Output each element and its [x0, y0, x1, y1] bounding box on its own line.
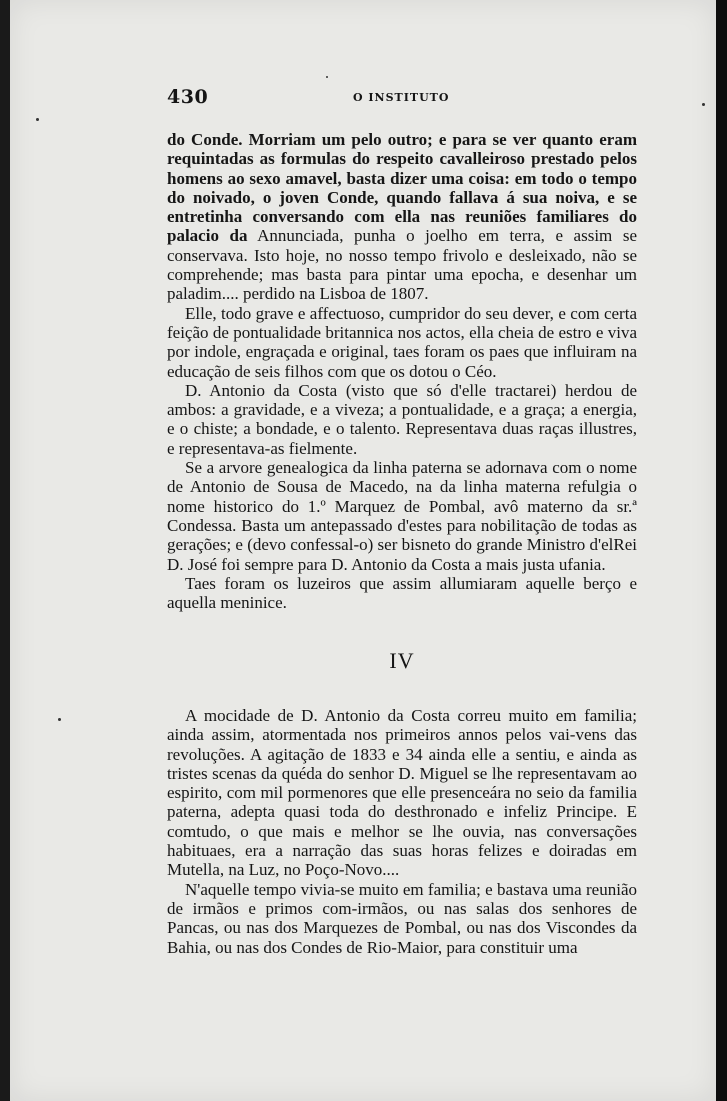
scan-speck — [36, 118, 39, 121]
scan-speck — [702, 103, 705, 106]
scan-speck — [326, 76, 328, 78]
page-header — [167, 86, 637, 110]
paragraph-5: Taes foram os luzeiros que assim allumiaram aquelle berço e aquella meninice. — [167, 573, 637, 613]
section-heading: IV — [389, 648, 415, 673]
scan-speck — [58, 718, 61, 721]
running-head: O INSTITUTO — [353, 91, 450, 104]
paragraph-3: D. Antonio da Costa (visto que só d'elle tractarei) herdou de ambos: a gravidade, e a viveza; a pontualidade, e a graça; a energia, e o chiste; a bondade, e o talento. Representava duas raças illustres, e representava-as fielmente. — [167, 380, 637, 458]
paragraph-1-text: Annunciada, punha o joelho em terra, e assim se conservava. Isto hoje, no nosso tempo frivolo e desleixado, não se comprehende; mas basta para pintar uma epocha, e desenhar um paladim.... perdido na Lisboa de 1807. — [167, 226, 637, 304]
paragraph-1 — [167, 130, 637, 304]
page-number: 430 — [167, 86, 209, 108]
paragraph-1-bold-lead: do Conde. Morriam um pelo outro; e para se ver quanto eram requintadas as formulas do respeito cavalleiroso prestado pelos homens ao sexo amavel, basta dizer uma coisa: em todo o tempo do noivado, o joven Conde, quando fallava á sua noiva, e se entretinha conversando com ella nas reuniões familiares do palacio da — [167, 130, 637, 246]
paragraph-2: Elle, todo grave e affectuoso, cumpridor do seu dever, e com certa feição de pontualidade britannica nos actos, ella cheia de estro e viva por indole, engraçada e original, taes foram os paes que influiram na educação de seis filhos com que os dotou o Céo. — [167, 303, 637, 381]
scan-edge — [716, 0, 727, 1101]
paragraph-6: A mocidade de D. Antonio da Costa correu muito em familia; ainda assim, atormentada nos primeiros annos pelos vai-vens das revoluções. A agitação de 1833 e 34 ainda elle a sentiu, e ainda as tristes scenas da quéda do senhor D. Miguel se lhe representavam ao espirito, com mil pormenores que elle presenceára no seio da familia paterna, adepta quasi toda do desthronado e infeliz Principe. E comtudo, o que mais e melhor se lhe ouvia, nas conversações habituaes, era a narração das suas horas felizes e doiradas em Mutella, na Luz, no Poço-Novo.... — [167, 706, 637, 880]
paragraph-4: Se a arvore genealogica da linha paterna se adornava com o nome de Antonio de Sousa de Macedo, na da linha materna refulgia o nome historico do 1.º Marquez de Pombal, avô materno da sr.ª Condessa. Basta um antepassado d'estes para nobilitação de todas as gerações; e (devo confessal-o) ser bisneto do grande Ministro d'elRei D. José foi sempre para D. Antonio da Costa a mais justa ufania. — [167, 458, 637, 574]
text-section-b — [167, 706, 637, 957]
book-page — [10, 0, 716, 1101]
paragraph-7: N'aquelle tempo vivia-se muito em familia; e bastava uma reunião de irmãos e primos com-irmãos, ou nas salas dos senhores de Pancas, ou nas dos Marquezes de Pombal, ou nas dos Viscondes da Bahia, ou nas dos Condes de Rio-Maior, para constituir uma — [167, 879, 637, 957]
text-section-a — [167, 130, 637, 612]
